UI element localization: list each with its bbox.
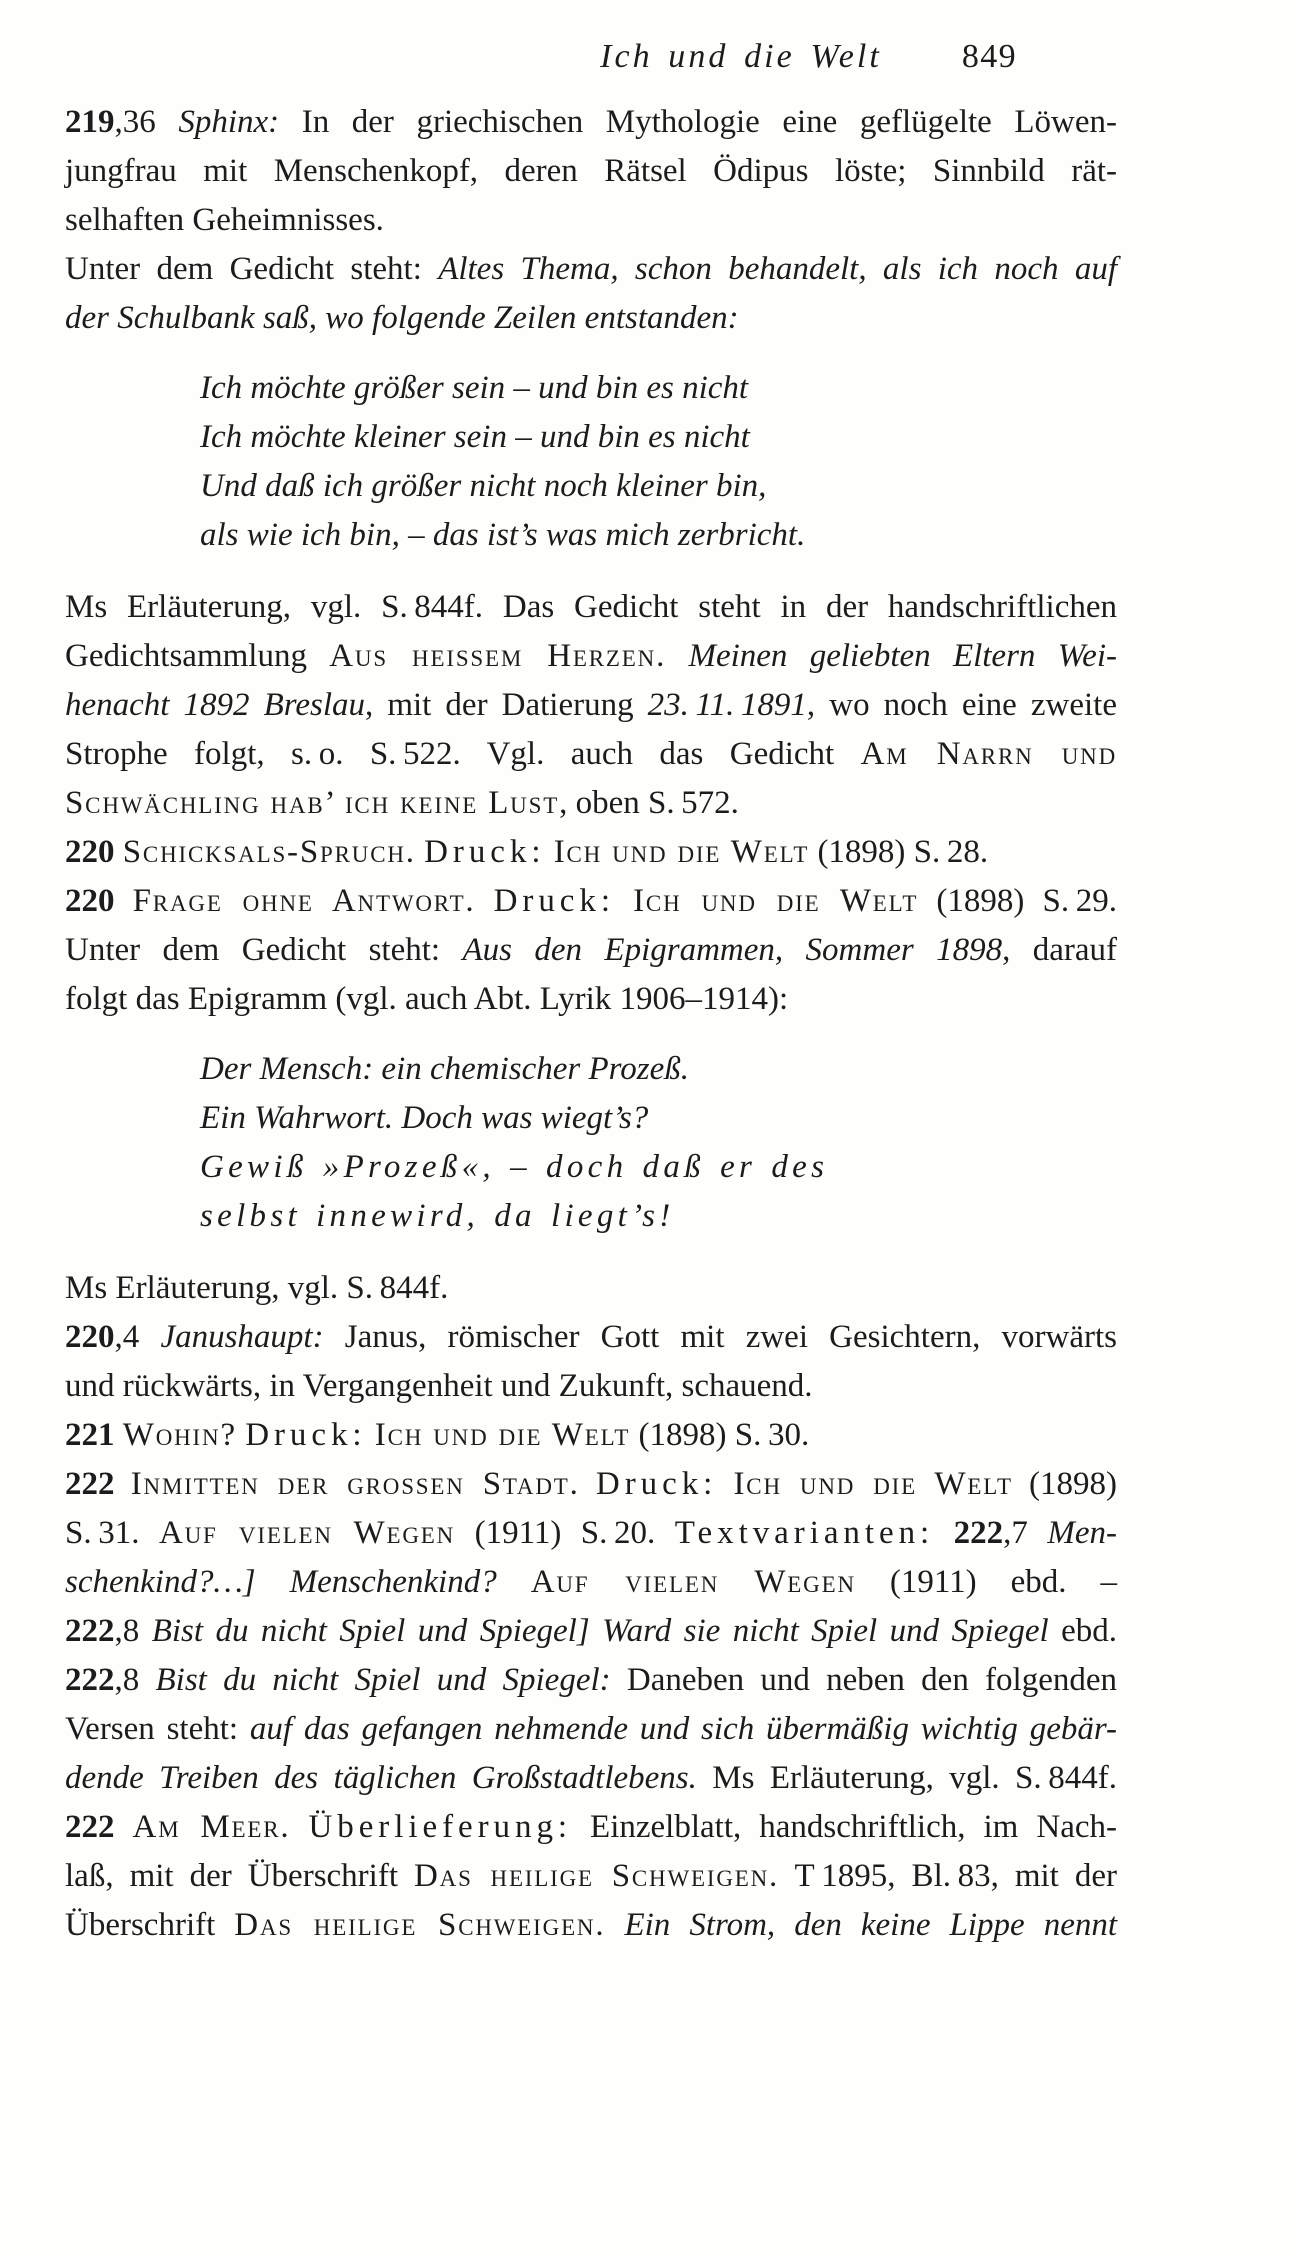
text-run: schenkind?…] xyxy=(65,1564,256,1600)
text-run: Ich und die Welt xyxy=(374,1417,631,1453)
text-line xyxy=(65,1754,1117,1803)
text-line xyxy=(65,1460,1117,1509)
text-run: Aus den Epigrammen, Sommer 1898 xyxy=(462,932,1003,968)
verse-line xyxy=(200,1094,1117,1143)
text-run: Unter dem Gedicht steht: xyxy=(65,932,463,968)
entry-221-wohin xyxy=(65,1411,1117,1460)
text-run: Sphinx: xyxy=(178,104,280,140)
text-run: auf das gefangen nehmende und sich übermäßig wichtig gebär- xyxy=(249,1711,1118,1747)
text-line xyxy=(65,730,1117,779)
text-run: (1898) S. 28. xyxy=(809,834,989,870)
text-line xyxy=(65,681,1117,730)
text-run: Textvarianten: xyxy=(674,1515,935,1551)
text-run: 222 xyxy=(65,1466,115,1502)
text-line xyxy=(65,1852,1117,1901)
text-run: ,7 xyxy=(1003,1515,1048,1551)
text-run xyxy=(934,1515,953,1551)
text-run: ,8 xyxy=(114,1662,156,1698)
text-run: Ein Strom, den keine Lippe nennt xyxy=(624,1907,1118,1943)
text-run: (1898) S. 29. xyxy=(918,883,1117,919)
text-run: Wohin? xyxy=(122,1417,237,1453)
text-run: Meinen geliebten Eltern Wei- xyxy=(688,638,1117,674)
text-run: 222 xyxy=(65,1662,115,1698)
text-run: Druck: xyxy=(245,1417,367,1453)
text-line xyxy=(65,583,1117,632)
text-line xyxy=(65,1607,1117,1656)
text-run: folgt das Epigramm (vgl. auch Abt. Lyrik 1906–1914): xyxy=(65,981,789,1017)
text-run: Unter dem Gedicht steht: xyxy=(65,251,439,287)
text-run: 221 xyxy=(65,1417,115,1453)
text-run: ,8 xyxy=(114,1613,152,1649)
text-run: , oben S. 572. xyxy=(559,785,739,821)
text-run: Das heilige Schweigen. xyxy=(234,1907,606,1943)
text-run: Druck: xyxy=(595,1466,718,1502)
text-run xyxy=(545,834,553,870)
text-line xyxy=(65,245,1117,294)
text-run: 23. 11. 1891 xyxy=(647,687,807,723)
text-run xyxy=(497,1564,531,1600)
verse-line xyxy=(200,511,1117,560)
text-line xyxy=(65,294,1117,343)
text-run: Ms Erläuterung, vgl. S. 844f. xyxy=(65,1270,449,1306)
text-run: 222 xyxy=(65,1809,115,1845)
text-run: Ein Wahrwort. Doch was wiegt’s? xyxy=(200,1100,649,1136)
text-run: Ich möchte größer sein – und bin es nicht xyxy=(200,370,749,406)
verse-line xyxy=(200,462,1117,511)
text-line xyxy=(65,1558,1117,1607)
text-line xyxy=(65,1656,1117,1705)
text-run: Strophe folgt, s. o. S. 522. Vgl. auch das Gedicht xyxy=(65,736,861,772)
text-line xyxy=(65,1901,1117,1950)
text-run: , darauf xyxy=(1002,932,1117,968)
entry-220-4-janushaupt xyxy=(65,1313,1117,1411)
text-line xyxy=(65,779,1117,828)
text-run: Schwächling hab’ ich keine Lust xyxy=(65,785,560,821)
text-run: 219 xyxy=(65,104,115,140)
text-run: , wo noch eine zweite xyxy=(806,687,1117,723)
text-run xyxy=(367,1417,375,1453)
text-run: Daneben und neben den folgenden xyxy=(610,1662,1118,1698)
text-run: selhaften Geheimnisses. xyxy=(65,202,384,238)
text-run: als wie ich bin, – das ist’s was mich zerbricht. xyxy=(200,517,806,553)
text-run: (1898) S. 30. xyxy=(630,1417,810,1453)
text-run xyxy=(580,1466,596,1502)
text-run xyxy=(115,1466,131,1502)
text-run xyxy=(115,1809,133,1845)
text-line xyxy=(65,98,1117,147)
text-run xyxy=(115,834,123,870)
text-run: Ich und die Welt xyxy=(633,883,919,919)
verse-der-mensch-ein-chemischer-prozess xyxy=(200,1045,1117,1241)
text-run: Auf vielen Wegen xyxy=(530,1564,856,1600)
text-line xyxy=(65,926,1117,975)
text-run xyxy=(237,1417,245,1453)
entry-219-36 xyxy=(65,98,1117,245)
text-line xyxy=(65,1411,1117,1460)
text-run: Ich und die Welt xyxy=(553,834,810,870)
text-run xyxy=(615,883,633,919)
text-run: (1911) S. 20. xyxy=(455,1515,675,1551)
entry-222-inmitten-der-grossen-stadt xyxy=(65,1460,1117,1656)
text-run: S. 31. xyxy=(65,1515,159,1551)
text-line xyxy=(65,828,1117,877)
text-run: 222 xyxy=(65,1613,115,1649)
text-run: dende Treiben des täglichen Großstadtlebens. xyxy=(65,1760,697,1796)
text-run: Ward sie nicht Spiel und Spiegel xyxy=(602,1613,1049,1649)
text-run: und rückwärts, in Vergangenheit und Zukunft, schauend. xyxy=(65,1368,813,1404)
note-ms-erlaeuterung-220 xyxy=(65,1264,1117,1313)
text-run: Aus heissem Herzen. xyxy=(329,638,667,674)
note-ms-erlaeuterung-219 xyxy=(65,583,1117,828)
text-line xyxy=(65,196,1117,245)
entry-222-8-bist-du-nicht-spiel-und-spiegel xyxy=(65,1656,1117,1803)
text-run: 220 xyxy=(65,1319,115,1355)
text-run: Und daß ich größer nicht noch kleiner bin, xyxy=(200,468,767,504)
text-run: Janushaupt: xyxy=(160,1319,324,1355)
text-run: Janus, römischer Gott mit zwei Gesichtern, vorwärts xyxy=(323,1319,1117,1355)
text-run: Am Narrn und xyxy=(860,736,1117,772)
text-run: ebd. xyxy=(1048,1613,1118,1649)
text-run: laß, mit der Überschrift xyxy=(65,1858,415,1894)
text-run: In der griechischen Mythologie eine geflügelte Löwen- xyxy=(279,104,1118,140)
verse-ich-moechte-groesser-sein xyxy=(200,364,1117,560)
verse-line xyxy=(200,364,1117,413)
text-run xyxy=(666,638,688,674)
text-run: Überlieferung: xyxy=(308,1809,573,1845)
text-run xyxy=(290,1809,308,1845)
running-header-title: Ich und die Welt xyxy=(600,38,882,75)
text-line xyxy=(65,632,1117,681)
text-run: Der Mensch: ein chemischer Prozeß. xyxy=(200,1051,690,1087)
text-run: Menschenkind? xyxy=(289,1564,497,1600)
text-run: Am Meer. xyxy=(132,1809,291,1845)
text-run: selbst innewird, da liegt’s! xyxy=(200,1198,675,1234)
text-run: jungfrau mit Menschenkopf, deren Rätsel Ödipus löste; Sinnbild rät- xyxy=(65,153,1117,189)
text-line xyxy=(65,1705,1117,1754)
text-run: Altes Thema, schon behandelt, als ich noch auf xyxy=(438,251,1117,287)
entry-222-am-meer xyxy=(65,1803,1117,1950)
text-line xyxy=(65,1509,1117,1558)
text-run xyxy=(476,883,494,919)
text-run xyxy=(590,1613,602,1649)
text-run: (1911) ebd. – xyxy=(855,1564,1118,1600)
text-run xyxy=(115,883,133,919)
text-run: Gedichtsammlung xyxy=(65,638,330,674)
text-run xyxy=(605,1907,624,1943)
running-header xyxy=(65,38,1117,76)
verse-line xyxy=(200,1143,1117,1192)
text-run: Druck: xyxy=(493,883,615,919)
text-run: Überschrift xyxy=(65,1907,235,1943)
verse-line xyxy=(200,1045,1117,1094)
text-line xyxy=(65,1803,1117,1852)
text-run xyxy=(115,1417,123,1453)
text-run: Frage ohne Antwort. xyxy=(132,883,476,919)
text-line xyxy=(65,147,1117,196)
entry-220-frage-ohne-antwort xyxy=(65,877,1117,1024)
text-line xyxy=(65,1362,1117,1411)
text-run: Auf vielen Wegen xyxy=(158,1515,456,1551)
text-run: , mit der Datierung xyxy=(365,687,648,723)
text-run: Versen steht: xyxy=(65,1711,250,1747)
verse-line xyxy=(200,413,1117,462)
text-run: Inmitten der grossen Stadt. xyxy=(130,1466,580,1502)
text-run: Schicksals-Spruch. xyxy=(122,834,416,870)
text-line xyxy=(65,877,1117,926)
text-run: 220 xyxy=(65,883,115,919)
text-run xyxy=(717,1466,733,1502)
text-run: Gewiß »Prozeß«, – doch daß er des xyxy=(200,1149,829,1185)
text-run: Bist du nicht Spiel und Spiegel: xyxy=(155,1662,611,1698)
text-run: T 1895, Bl. 83, mit der xyxy=(779,1858,1117,1894)
verse-line xyxy=(200,1192,1117,1241)
text-run: der Schulbank saß, wo folgende Zeilen entstanden: xyxy=(65,300,739,336)
text-run: Ms Erläuterung, vgl. S. 844f. Das Gedicht steht in der handschriftlichen xyxy=(65,589,1117,625)
text-run: Druck: xyxy=(424,834,546,870)
entry-220-schicksals-spruch xyxy=(65,828,1117,877)
text-run: ,36 xyxy=(114,104,179,140)
text-run: 222 xyxy=(953,1515,1004,1551)
text-run: Einzelblatt, handschriftlich, im Nach- xyxy=(572,1809,1118,1845)
text-run xyxy=(256,1564,290,1600)
page-number: 849 xyxy=(961,38,1017,75)
text-run: Das heilige Schweigen. xyxy=(414,1858,780,1894)
text-run: (1898) xyxy=(1012,1466,1118,1502)
text-run xyxy=(416,834,424,870)
text-run: ,4 xyxy=(114,1319,161,1355)
text-run: Ich und die Welt xyxy=(733,1466,1013,1502)
text-line xyxy=(65,975,1117,1024)
text-run: henacht 1892 Breslau xyxy=(65,687,366,723)
text-line xyxy=(65,1264,1117,1313)
text-line xyxy=(65,1313,1117,1362)
text-run: 220 xyxy=(65,834,115,870)
text-run: Ich möchte kleiner sein – und bin es nicht xyxy=(200,419,750,455)
text-run: Men- xyxy=(1047,1515,1118,1551)
text-run: Bist du nicht Spiel und Spiegel] xyxy=(151,1613,590,1649)
text-run: Ms Erläuterung, vgl. S. 844f. xyxy=(696,1760,1117,1796)
commentary-text-block xyxy=(65,98,1117,1950)
note-unter-dem-gedicht-219 xyxy=(65,245,1117,343)
